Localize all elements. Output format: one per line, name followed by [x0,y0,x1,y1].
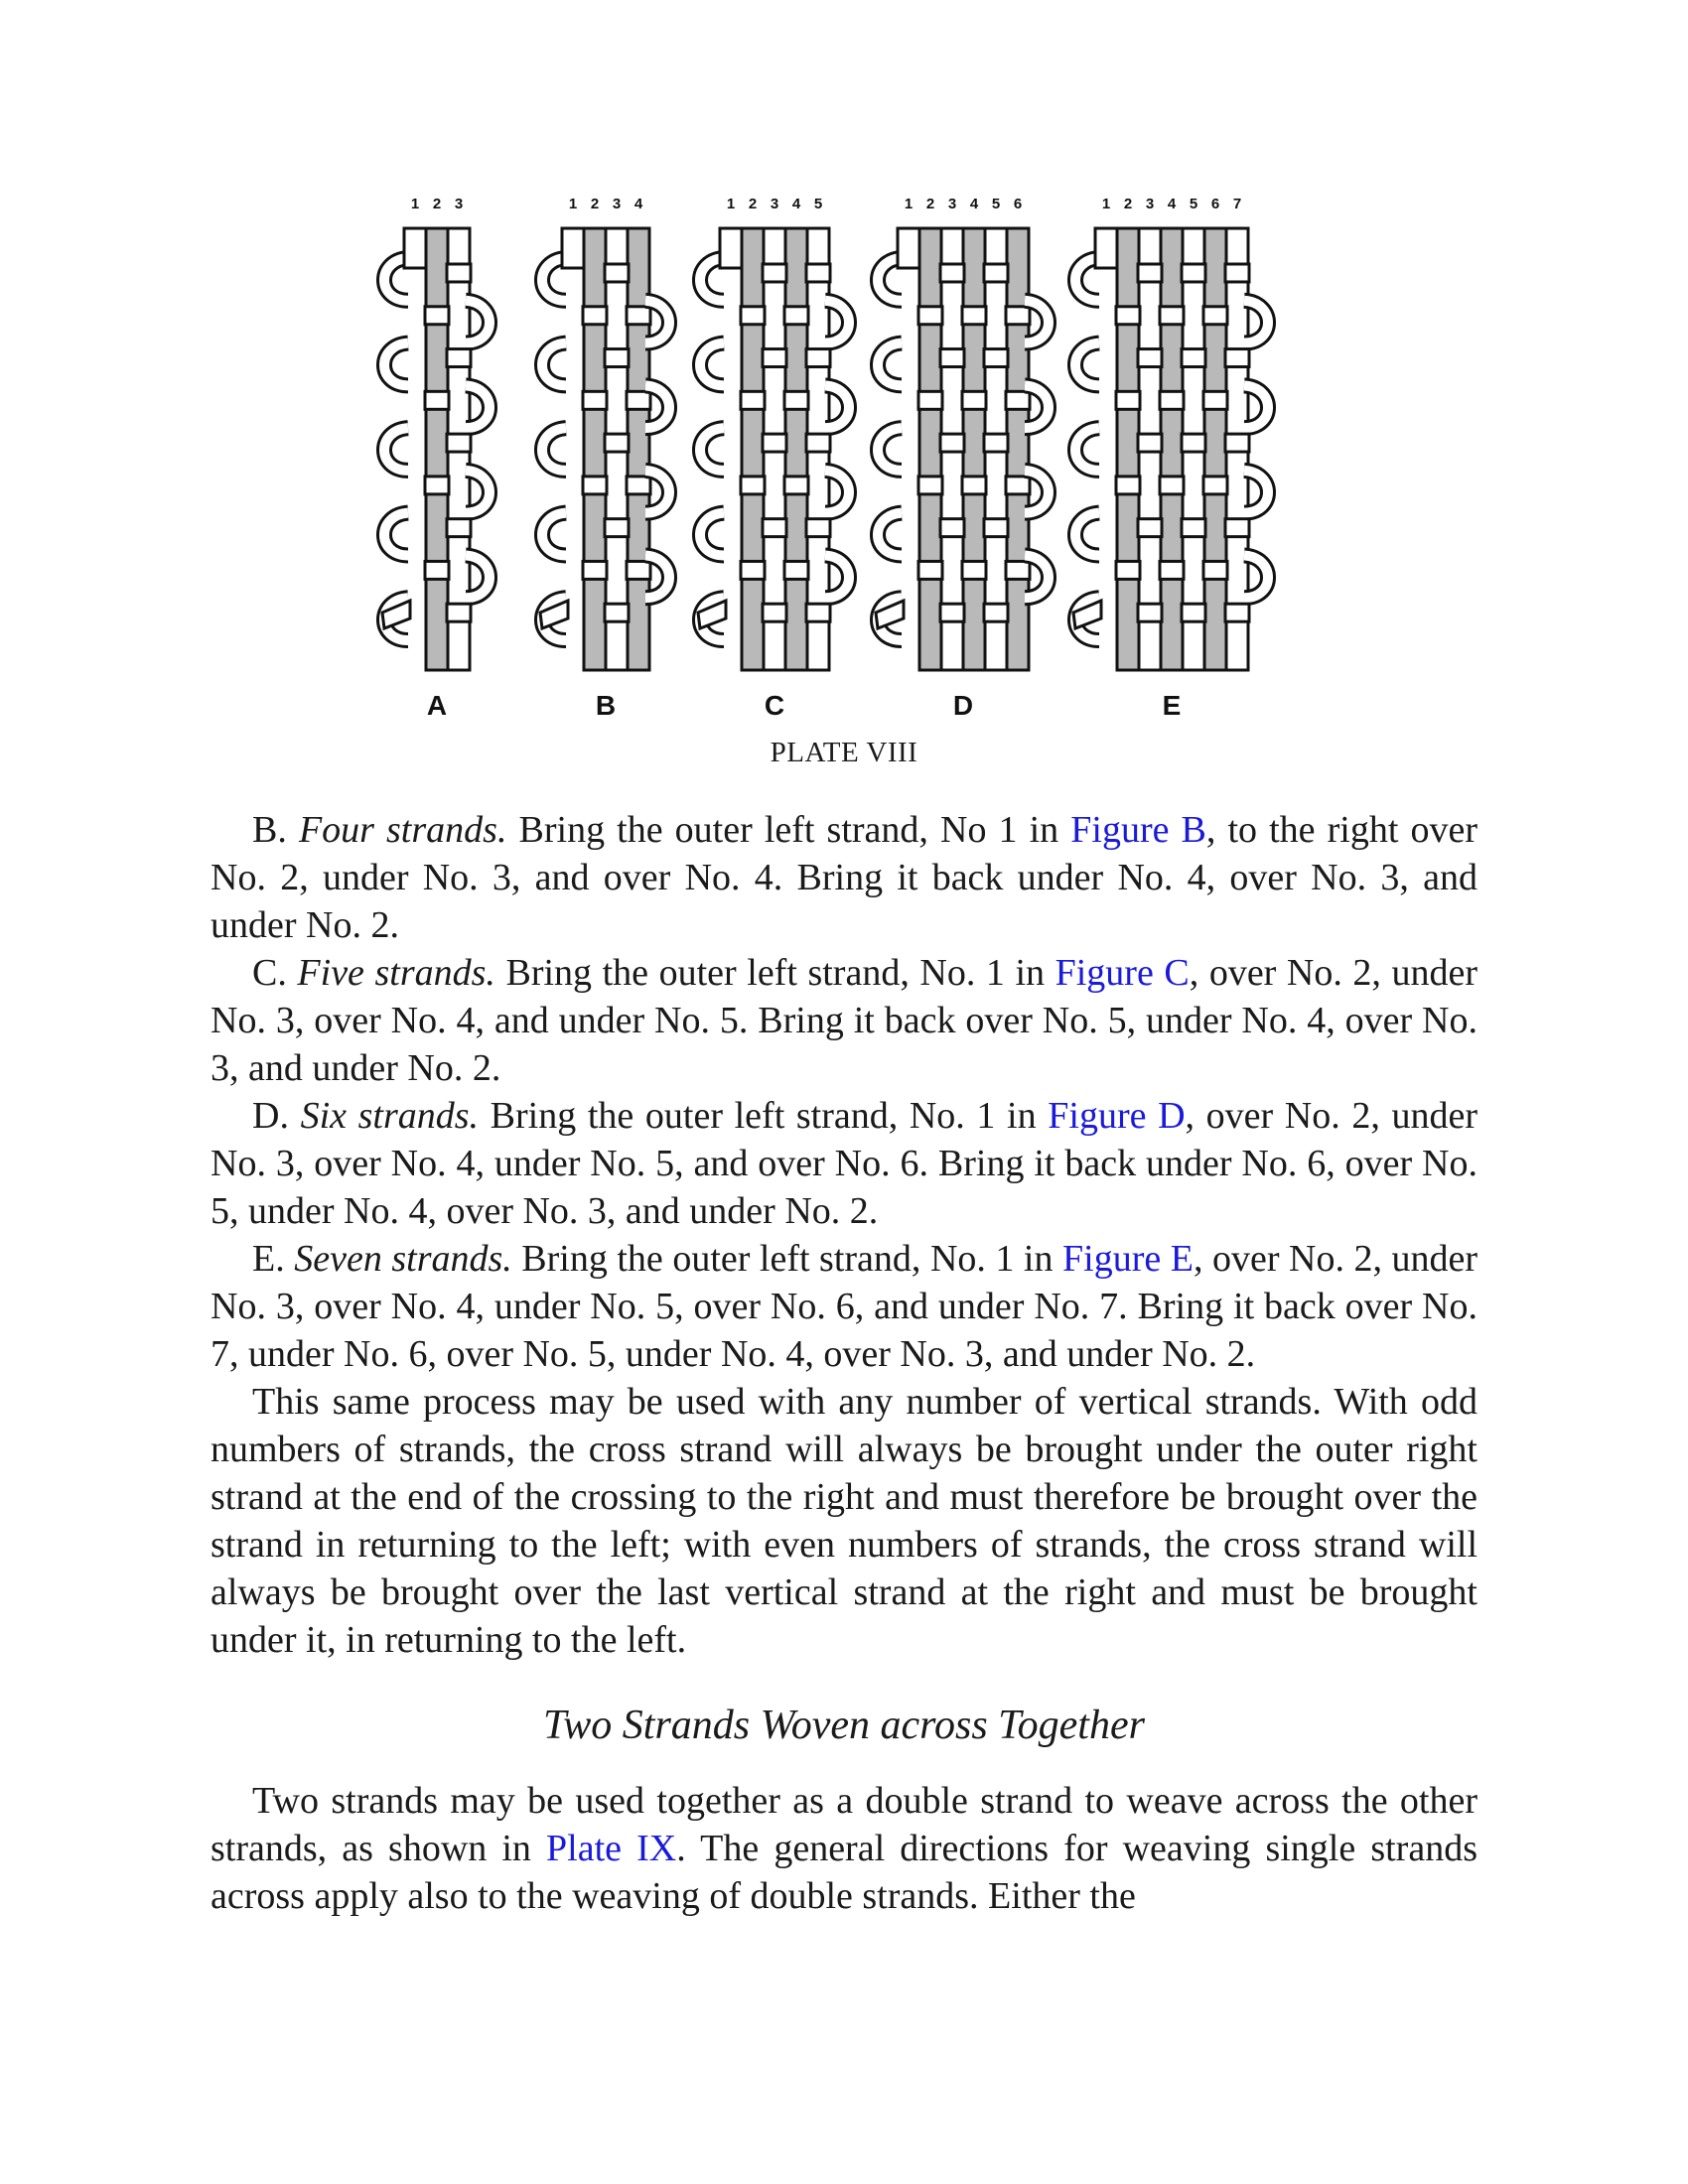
cross-strand-segment [605,264,629,282]
strand-number: 1 [1101,196,1111,212]
cross-strand-segment [918,391,942,409]
cross-strand-segment [627,391,650,409]
braid-figure-b [540,196,669,721]
strand-title: Four strands. [298,809,507,851]
paragraph-d: D. Six strands. Bring the outer left strand, No. 1 in Figure D, over No. 2, under No. 3, over No. 4, under No. 5, and over No. 6. Bring it back under No. 6, over No. 5, under No. 4, over No. 3, and under No. 2. [211,1095,1478,1232]
braid-figure-e [1073,196,1268,721]
strand-number: 4 [1167,196,1177,212]
cross-strand-segment [918,477,942,494]
figure-label: A [426,690,448,721]
cross-strand-segment [763,264,786,282]
cross-strand-segment [425,477,449,494]
strand-title: Seven strands. [294,1238,512,1280]
strand-number: 4 [633,196,643,212]
cross-strand-segment [984,434,1008,452]
strand-number: 1 [568,196,578,212]
strand-number: 4 [791,196,801,212]
cross-strand-segment [1160,391,1184,409]
cross-strand-segment [1138,349,1162,367]
figure-label: D [952,690,974,721]
cross-strand-segment [1006,307,1030,325]
strand-number: 6 [1210,196,1220,212]
vertical-strand [1204,228,1226,670]
cross-strand-segment [984,349,1008,367]
cross-strand-segment [1116,477,1140,494]
cross-strand-segment [741,561,765,579]
braid-figure-d [876,196,1049,721]
cross-strand-segment [583,561,607,579]
strand-number: 5 [991,196,1001,212]
cross-strand-segment [583,391,607,409]
paragraph-e: E. Seven strands. Bring the outer left strand, No. 1 in Figure E, over No. 2, under No. 3, over No. 4, under No. 5, over No. 6, and under No. 7. Bring it back over No. 7, under No. 6, over No. 5, under No. 4, over No. 3, and under No. 2. [211,1238,1478,1375]
cross-strand-segment [1160,561,1184,579]
cross-strand-segment [605,349,629,367]
cross-strand-segment [1138,519,1162,537]
cross-strand-segment [962,391,986,409]
cross-strand-segment [1203,307,1227,325]
vertical-strand [963,228,985,670]
cross-strand-segment [784,391,808,409]
figure-e-link[interactable]: Figure E [1062,1238,1194,1280]
cross-strand-segment [1006,561,1030,579]
cross-strand-segment [940,604,964,621]
figure-label: E [1162,690,1182,721]
vertical-strand [426,228,448,670]
cross-strand-segment [741,307,765,325]
cross-strand-segment [784,307,808,325]
braid-figure-c [698,196,849,721]
cross-strand-segment [1182,264,1205,282]
cross-strand-segment [763,349,786,367]
cross-strand-segment [605,604,629,621]
strand-number: 2 [432,196,442,212]
strand-number: 2 [748,196,758,212]
figure-b-link[interactable]: Figure B [1070,809,1206,851]
cross-strand-segment [627,561,650,579]
cross-strand-segment [583,307,607,325]
cross-strand-segment [806,349,830,367]
cross-strand-segment [984,519,1008,537]
strand-number: 3 [770,196,779,212]
weaving-diagram [367,189,1321,725]
cross-strand-segment [447,519,471,537]
cross-strand-segment [806,264,830,282]
weaving-strand-top [562,228,584,268]
cross-strand-segment [1225,604,1249,621]
figure-c-link[interactable]: Figure C [1055,952,1190,994]
body-text [211,806,1477,1920]
cross-strand-segment [784,561,808,579]
cross-strand-segment [627,307,650,325]
weaving-strand-top [1095,228,1117,268]
cross-strand-segment [1203,477,1227,494]
cross-strand-segment [1225,264,1249,282]
strand-title: Five strands. [297,952,495,994]
figure-d-link[interactable]: Figure D [1048,1095,1186,1137]
section-heading: Two Strands Woven across Together [543,1703,1145,1748]
weaving-strand-top [404,228,426,268]
cross-strand-segment [1225,349,1249,367]
strand-number: 2 [1123,196,1133,212]
cross-strand-segment [918,561,942,579]
weaving-strand-top [898,228,919,268]
cross-strand-segment [741,391,765,409]
vertical-strand [785,228,807,670]
cross-strand-segment [1138,434,1162,452]
strand-number: 7 [1232,196,1242,212]
cross-strand-segment [962,307,986,325]
cross-strand-segment [1160,477,1184,494]
cross-strand-segment [447,264,471,282]
vertical-strand [919,228,941,670]
paragraph-b: B. Four strands. Bring the outer left strand, No 1 in Figure B, to the right over No. 2, under No. 3, and over No. 4. Bring it back under No. 4, over No. 3, and under No. 2. [211,809,1478,946]
cross-strand-segment [806,604,830,621]
braid-figure-a [382,196,490,721]
cross-strand-segment [962,561,986,579]
cross-strand-segment [784,477,808,494]
strand-number: 3 [947,196,957,212]
cross-strand-segment [583,477,607,494]
cross-strand-segment [425,561,449,579]
cross-strand-segment [425,391,449,409]
cross-strand-segment [447,349,471,367]
strand-number: 3 [1145,196,1155,212]
cross-strand-segment [984,604,1008,621]
plate-viii-illustration [367,189,1321,725]
cross-strand-segment [962,477,986,494]
cross-strand-segment [1225,434,1249,452]
strand-number: 4 [969,196,979,212]
cross-strand-segment [918,307,942,325]
paragraph-double-strands: Two strands may be used together as a double strand to weave across the other strands, as shown in Plate IX. The general directions for weaving single strands across apply also to the weaving of double strands. Either the [211,1780,1477,1917]
cross-strand-segment [1203,391,1227,409]
cross-strand-segment [763,604,786,621]
cross-strand-segment [741,477,765,494]
strand-number: 3 [612,196,622,212]
cross-strand-segment [1138,604,1162,621]
cross-strand-segment [605,519,629,537]
cross-strand-segment [1182,604,1205,621]
figure-label: C [764,690,785,721]
strand-title: Six strands. [300,1095,480,1137]
vertical-strand [742,228,764,670]
strand-number: 5 [1189,196,1198,212]
cross-strand-segment [1138,264,1162,282]
strand-number: 1 [904,196,914,212]
cross-strand-segment [1006,477,1030,494]
cross-strand-segment [1116,307,1140,325]
cross-strand-segment [763,519,786,537]
cross-strand-segment [806,519,830,537]
vertical-strand [584,228,606,670]
cross-strand-segment [1225,519,1249,537]
cross-strand-segment [425,307,449,325]
strand-number: 1 [726,196,736,212]
cross-strand-segment [806,434,830,452]
cross-strand-segment [940,349,964,367]
strand-number: 2 [590,196,600,212]
vertical-strand [1117,228,1139,670]
cross-strand-segment [1182,349,1205,367]
cross-strand-segment [940,264,964,282]
cross-strand-segment [605,434,629,452]
cross-strand-segment [447,434,471,452]
cross-strand-segment [627,477,650,494]
strand-number: 5 [813,196,823,212]
strand-number: 6 [1013,196,1023,212]
strand-number: 3 [454,196,464,212]
plate-ix-link[interactable]: Plate IX [546,1828,677,1869]
cross-strand-segment [447,604,471,621]
strand-number: 1 [410,196,420,212]
cross-strand-segment [1182,434,1205,452]
cross-strand-segment [1116,391,1140,409]
paragraph-c: C. Five strands. Bring the outer left strand, No. 1 in Figure C, over No. 2, under No. 3, over No. 4, and under No. 5. Bring it back over No. 5, under No. 4, over No. 3, and under No. 2. [211,952,1478,1089]
paragraph-general: This same process may be used with any number of vertical strands. With odd numbers of strands, the cross strand will always be brought under the outer right strand at the end of the crossing to the right and must therefore be brought over the strand in returning to the left; with even numbers of strands, the cross strand will always be brought over the last vertical strand at the right and must be brought under it, in returning to the left. [211,1381,1477,1661]
cross-strand-segment [1160,307,1184,325]
cross-strand-segment [1203,561,1227,579]
vertical-strand [1161,228,1183,670]
cross-strand-segment [1182,519,1205,537]
plate-caption: PLATE VIII [770,737,918,768]
cross-strand-segment [1006,391,1030,409]
cross-strand-segment [763,434,786,452]
cross-strand-segment [940,434,964,452]
weaving-strand-top [720,228,742,268]
cross-strand-segment [1116,561,1140,579]
figure-label: B [595,690,617,721]
strand-number: 2 [925,196,935,212]
cross-strand-segment [940,519,964,537]
cross-strand-segment [984,264,1008,282]
